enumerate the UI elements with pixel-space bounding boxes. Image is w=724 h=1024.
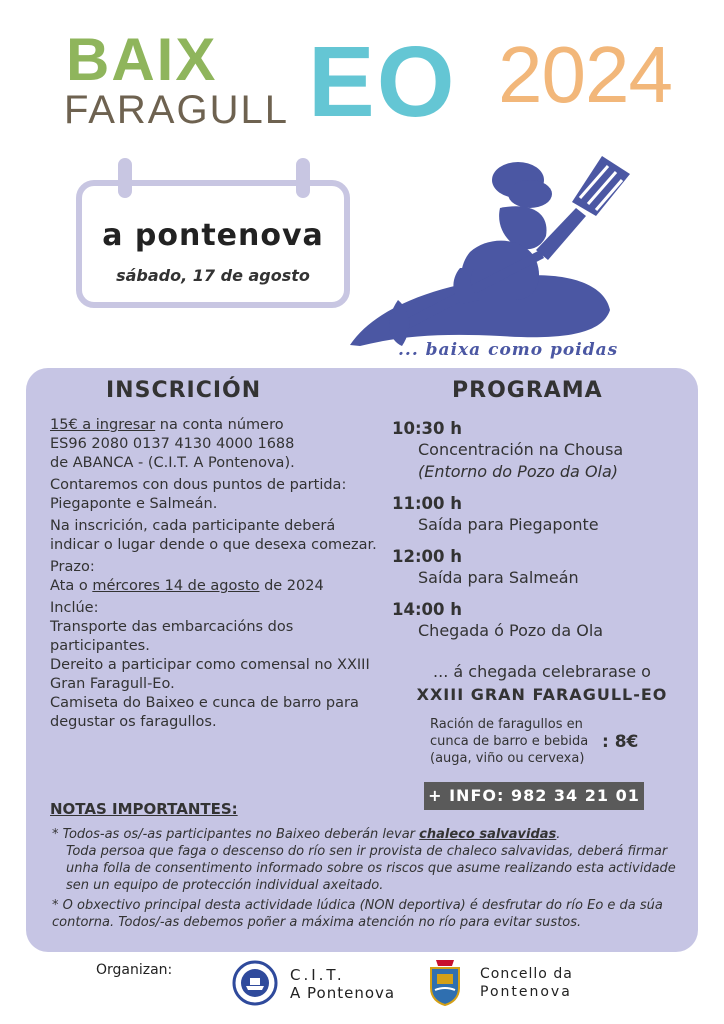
schedule-item — [392, 493, 692, 536]
notes-heading: NOTAS IMPORTANTES: — [50, 800, 238, 818]
schedule-item — [392, 599, 692, 642]
racion-text: Ración de faragullos en cunca de barro e bebida (auga, viño ou cervexa) — [430, 717, 589, 766]
deadline-suffix: de 2024 — [259, 578, 324, 594]
slogan: ... baixa como poidas — [398, 340, 619, 360]
concello-place: Pontenova — [480, 984, 572, 1000]
cit-logo-icon — [232, 960, 278, 1006]
note-text: * Todos-as os/-as participantes no Baixeo deberán levar — [52, 827, 420, 842]
schedule-item — [392, 418, 692, 483]
includes-label: Inclúe: — [50, 600, 99, 616]
title-baix: BAIX — [66, 26, 218, 93]
cit-place: A Pontenova — [290, 984, 396, 1002]
organizers-label: Organizan: — [96, 962, 173, 978]
inscricion-heading: INSCRICIÓN — [106, 378, 262, 403]
schedule-sub: (Entorno do Pozo da Ola) — [418, 462, 619, 481]
schedule-time: 10:30 h — [392, 419, 463, 438]
calendar-ring-left — [118, 158, 132, 198]
celebration — [392, 660, 692, 706]
event-date: sábado, 17 de agosto — [116, 266, 310, 285]
title-faragull: FARAGULL — [64, 88, 289, 132]
note-text: . — [556, 827, 561, 842]
cit-name: C.I.T. — [290, 966, 345, 984]
notes-body — [52, 826, 692, 934]
start-points: Contaremos con dous puntos de partida: Piegaponte e Salmeán. — [50, 477, 347, 512]
concello-name: Concello da — [480, 966, 573, 982]
schedule-time: 11:00 h — [392, 494, 463, 513]
programa-column — [392, 418, 692, 652]
schedule-desc: Saída para Piegaponte — [418, 515, 599, 534]
deadline-prefix: Ata o — [50, 578, 93, 594]
event-place: a pontenova — [102, 218, 324, 253]
schedule-time: 14:00 h — [392, 600, 463, 619]
bank-name: de ABANCA - (C.I.T. A Pontenova). — [50, 455, 295, 471]
note-objective: * O obxectivo principal desta actividade lúdica (NON deportiva) é desfrutar do río Eo e da súa contorna. Todos/-as debemos poñer a máxima atención no río para evitar sustos. — [52, 898, 663, 930]
note-lifejacket: chaleco salvavidas — [419, 827, 557, 842]
schedule-desc: Saída para Salmeán — [418, 568, 579, 587]
celebration-title: XXIII GRAN FARAGULL-EO — [416, 685, 668, 704]
racion-price: : 8€ — [602, 732, 639, 752]
celebration-line: ... á chegada celebrarase o — [433, 662, 651, 681]
fee-amount: 15€ a ingresar — [50, 417, 156, 433]
include-item: Camiseta do Baixeo e cunca de barro para degustar os faragullos. — [50, 695, 359, 730]
include-item: Transporte das embarcacións dos participantes. — [50, 619, 294, 654]
fee-text: na conta número — [155, 417, 284, 433]
include-item: Dereito a participar como comensal no XXIII Gran Faragull-Eo. — [50, 657, 370, 692]
programa-heading: PROGRAMA — [452, 378, 603, 403]
schedule-desc: Concentración na Chousa — [418, 440, 624, 459]
note-continuation: Toda persoa que faga o descenso do río sen ir provista de chaleco salvavidas, deberá firmar unha folla de consentimento informado sobre os riscos que asume realizando esta actividade sen un equipo de protección individual axeitado. — [66, 844, 676, 893]
start-note: Na inscrición, cada participante deberá indicar o lugar dende o que desexa comezar. — [50, 518, 377, 553]
info-phone: + INFO: 982 34 21 01 — [424, 782, 644, 810]
deadline-date: mércores 14 de agosto — [92, 578, 260, 594]
deadline-label: Prazo: — [50, 559, 95, 575]
inscricion-column — [50, 416, 380, 732]
calendar-ring-right — [296, 158, 310, 198]
concello-shield-icon — [428, 958, 462, 1006]
schedule-desc: Chegada ó Pozo da Ola — [418, 621, 604, 640]
schedule-time: 12:00 h — [392, 547, 463, 566]
title-year: 2024 — [498, 30, 672, 119]
bank-account: ES96 2080 0137 4130 4000 1688 — [50, 436, 295, 452]
kayaker-illustration — [340, 150, 650, 360]
schedule-item — [392, 546, 692, 589]
title-eo: EO — [308, 26, 457, 138]
